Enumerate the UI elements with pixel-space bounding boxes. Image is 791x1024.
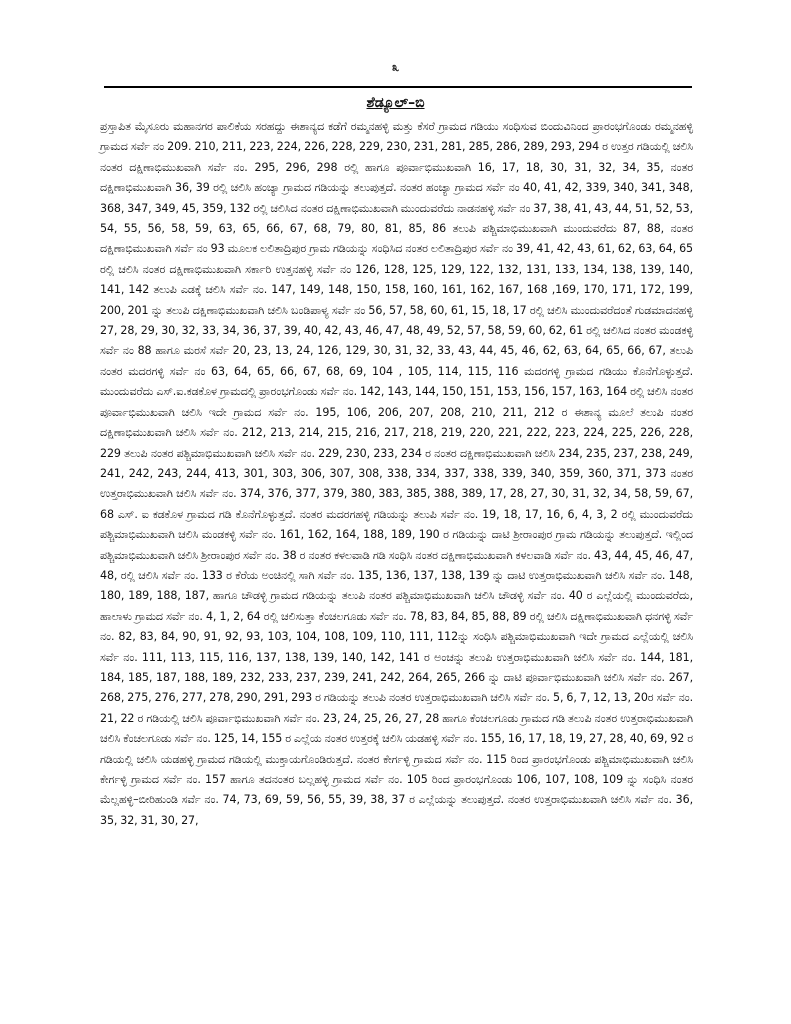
page-number: ೩ [391, 60, 400, 75]
schedule-body-paragraph: ಪ್ರಸ್ತಾಪಿತ ಮೈಸೂರು ಮಹಾನಗರ ಪಾಲಿಕೆಯ ಸರಹದ್ದು ಈಶಾನ್ಯದ ಕಡೆಗೆ ರಮ್ಮನಹಳ್ಳಿ ಮತ್ತು ಕೆಸರೆ ಗ್ರಾಮದ ಗಡಿಯು ಸಂಧಿಸುವ ಬಿಂದುವಿನಿಂದ ಪ್ರಾರಂಭಗೊಂಡು ರಮ್ಮನಹಳ್ಳಿ ಗ್ರಾಮದ ಸರ್ವೆ ನಂ 209. 210, 211, 223, 224, 226, 228, 229, 230, 231, 281, 285, 286, 289, 293, 294 ರ ಉತ್ತರ ಗಡಿಯಲ್ಲಿ ಚಲಿಸಿ ನಂತರ ದಕ್ಷಿಣಾಭಿಮುಖವಾಗಿ ಸರ್ವೆ ನಂ. 295, 296, 298 ರಲ್ಲಿ ಹಾಗೂ ಪೂರ್ವಾಭಿಮುಖವಾಗಿ 16, 17, 18, 30, 31, 32, 34, 35, ನಂತರ ದಕ್ಷಿಣಾಭಿಮುಖವಾಗಿ 36, 39 ರಲ್ಲಿ ಚಲಿಸಿ ಹಂಚ್ಯಾ ಗ್ರಾಮದ ಗಡಿಯನ್ನು ತಲುಪುತ್ತದೆ. ನಂತರ ಹಂಚ್ಯಾ ಗ್ರಾಮದ ಸರ್ವೆ ನಂ 40, 41, 42, 339, 340, 341, 348, 368, 347, 349, 45, 359, 132 ರಲ್ಲಿ ಚಲಿಸಿದ ನಂತರ ದಕ್ಷಿಣಾಭಿಮುಖವಾಗಿ ಮುಂದುವರೆದು ನಾಡನಹಳ್ಳಿ ಸರ್ವೆ ನಂ 37, 38, 41, 43, 44, 51, 52, 53, 54, 55, 56, 58, 59, 63, 65, 66, 67, 68, 79, 80, 81, 85, 86 ತಲುಪಿ ಪಶ್ಚಿಮಾಭಿಮುಖವಾಗಿ ಮುಂದುವರೆದು 87, 88, ನಂತರ ದಕ್ಷಿಣಾಭಿಮುಖವಾಗಿ ಸರ್ವೆ ನಂ 93 ಮೂಲಕ ಲಲಿತಾದ್ರಿಪುರ ಗ್ರಾಮ ಗಡಿಯನ್ನು ಸಂಧಿಸಿದ ನಂತರ ಲಲಿತಾದ್ರಿಪುರ ಸರ್ವೆ ನಂ 39, 41, 42, 43, 61, 62, 63, 64, 65 ರಲ್ಲಿ ಚಲಿಸಿ ನಂತರ ದಕ್ಷಿಣಾಭಿಮುಖವಾಗಿ ಸರ್ಕಾರಿ ಉತ್ತನಹಳ್ಳಿ ಸರ್ವೆ ನಂ 126, 128, 125, 129, 122, 132, 131, 133, 134, 138, 139, 140, 141, 142 ತಲುಪಿ ಎಡಕ್ಕೆ ಚಲಿಸಿ ಸರ್ವೆ ನಂ. 147, 149, 148, 150, 158, 160, 161, 162, 167, 168 ,169, 170, 171, 172, 199, 200, 201 ನ್ನು ತಲುಪಿ ದಕ್ಷಿಣಾಭಿಮುಖವಾಗಿ ಚಲಿಸಿ ಬಂಡಿಪಾಳ್ಯ ಸರ್ವೆ ನಂ 56, 57, 58, 60, 61, 15, 18, 17 ರಲ್ಲಿ ಚಲಿಸಿ ಮುಂದುವರೆದಂತೆ ಗುಡಮಾದನಹಳ್ಳಿ 27, 28, 29, 30, 32, 33, 34, 36, 37, 39, 40, 42, 43, 46, 47, 48, 49, 52, 57, 58, 59, 60, 62, 61 ರಲ್ಲಿ ಚಲಿಸಿದ ನಂತರ ಮಂಡಕಳ್ಳಿ ಸರ್ವೆ ನಂ 88 ಹಾಗೂ ಮರಸೆ ಸರ್ವೆ 20, 23, 13, 24, 126, 129, 30, 31, 32, 33, 43, 44, 45, 46, 62, 63, 64, 65, 66, 67, ತಲುಪಿ ನಂತರ ಮದರಗಳ್ಳಿ ಸರ್ವೆ ನಂ 63, 64, 65, 66, 67, 68, 69, 104 , 105, 114, 115, 116 ಮದರಗಳ್ಳಿ ಗ್ರಾಮದ ಗಡಿಯು ಕೊನೆಗೊಳ್ಳುತ್ತದೆ. ಮುಂದುವರೆದು ಎಸ್.ಐ.ಕಡಕೊಳ ಗ್ರಾಮದಲ್ಲಿ ಪ್ರಾರಂಭಗೊಂಡು ಸರ್ವೆ ನಂ. 142, 143, 144, 150, 151, 153, 156, 157, 163, 164 ರಲ್ಲಿ ಚಲಿಸಿ ನಂತರ ಪೂರ್ವಾಭಿಮುಖವಾಗಿ ಚಲಿಸಿ ಇದೇ ಗ್ರಾಮದ ಸರ್ವೆ ನಂ. 195, 106, 206, 207, 208, 210, 211, 212 ರ ಈಶಾನ್ಯ ಮೂಲೆ ತಲುಪಿ ನಂತರ ದಕ್ಷಿಣಾಭಿಮುಖವಾಗಿ ಚಲಿಸಿ ಸರ್ವೆ ನಂ. 212, 213, 214, 215, 216, 217, 218, 219, 220, 221, 222, 223, 224, 225, 226, 228, 229 ತಲುಪಿ ನಂತರ ಪಶ್ಚಿಮಾಭಿಮುಖವಾಗಿ ಚಲಿಸಿ ಸರ್ವೆ ನಂ. 229, 230, 233, 234 ರ ನಂತರ ದಕ್ಷಿಣಾಭಿಮುಖವಾಗಿ ಚಲಿಸಿ 234, 235, 237, 238, 249, 241, 242, 243, 244, 413, 301, 303, 306, 307, 308, 338, 334, 337, 338, 339, 340, 359, 360, 371, 373 ನಂತರ ಉತ್ತರಾಭಿಮುಖವಾಗಿ ಚಲಿಸಿ ಸರ್ವೆ ನಂ. 374, 376, 377, 379, 380, 383, 385, 388, 389, 17, 28, 27, 30, 31, 32, 34, 58, 59, 67, 68 ಎಸ್. ಐ ಕಡಕೊಳ ಗ್ರಾಮದ ಗಡಿ ಕೊನೆಗೊಳ್ಳುತ್ತದೆ. ನಂತರ ಮದರಗಹಳ್ಳಿ ಗಡಿಯನ್ನು ತಲುಪಿ ಸರ್ವೆ ನಂ. 19, 18, 17, 16, 6, 4, 3, 2 ರಲ್ಲಿ ಮುಂದುವರೆದು ಪಶ್ಚಿಮಾಭಿಮುಖವಾಗಿ ಚಲಿಸಿ ಮಂಡಕಳ್ಳಿ ಸರ್ವೆ ನಂ. 161, 162, 164, 188, 189, 190 ರ ಗಡಿಯನ್ನು ದಾಟಿ ಶ್ರೀರಾಂಪುರ ಗ್ರಾಮ ಗಡಿಯನ್ನು ತಲುಪುತ್ತದೆ. ಇಲ್ಲಿಂದ ಪಶ್ಚಿಮಾಭಿಮುಖವಾಗಿ ಚಲಿಸಿ ಶ್ರೀರಾಂಪುರ ಸರ್ವೆ ನಂ. 38 ರ ನಂತರ ಕಳಲವಾಡಿ ಗಡಿ ಸಂಧಿಸಿ ನಂತರ ದಕ್ಷಿಣಾಭಿಮುಖವಾಗಿ ಕಳಲವಾಡಿ ಸರ್ವೆ ನಂ. 43, 44, 45, 46, 47, 48, ರಲ್ಲಿ ಚಲಿಸಿ ಸರ್ವೆ ನಂ. 133 ರ ಕೆರೆಯ ಅಂಚಿನಲ್ಲಿ ಸಾಗಿ ಸರ್ವೆ ನಂ. 135, 136, 137, 138, 139 ನ್ನು ದಾಟಿ ಉತ್ತರಾಭಿಮುಖವಾಗಿ ಚಲಿಸಿ ಸರ್ವೆ ನಂ. 148, 180, 189, 188, 187, ಹಾಗೂ ಚೌಡಳ್ಳಿ ಗ್ರಾಮದ ಗಡಿಯನ್ನು ತಲುಪಿ ನಂತರ ಪಶ್ಚಿಮಾಭಿಮುಖವಾಗಿ ಚಲಿಸಿ ಚೌಡಳ್ಳಿ ಸರ್ವೆ ನಂ. 40 ರ ಎಲ್ಲೆಯಲ್ಲಿ ಮುಂದುವರೆದು, ಹಾಲಾಳು ಗ್ರಾಮದ ಸರ್ವೆ ನಂ. 4, 1, 2, 64 ರಲ್ಲಿ ಚಲಿಸುತ್ತಾ ಕೆಂಚಲಗೂಡು ಸರ್ವೆ ನಂ. 78, 83, 84, 85, 88, 89 ರಲ್ಲಿ ಚಲಿಸಿ ದಕ್ಷಿಣಾಭಿಮುಖವಾಗಿ ಧನಗಳ್ಳಿ ಸರ್ವೆ ನಂ. 82, 83, 84, 90, 91, 92, 93, 103, 104, 108, 109, 110, 111, 112ನ್ನು ಸಂಧಿಸಿ ಪಶ್ಚಿಮಾಭಿಮುಖವಾಗಿ ಇದೇ ಗ್ರಾಮದ ಎಲ್ಲೆಯಲ್ಲಿ ಚಲಿಸಿ ಸರ್ವೆ ನಂ. 111, 113, 115, 116, 137, 138, 139, 140, 142, 141 ರ ಅಂಚನ್ನು ತಲುಪಿ ಉತ್ತರಾಭಿಮುಖವಾಗಿ ಚಲಿಸಿ ಸರ್ವೆ ನಂ. 144, 181, 184, 185, 187, 188, 189, 232, 233, 237, 239, 241, 242, 264, 265, 266 ನ್ನು ದಾಟಿ ಪೂರ್ವಾಭಿಮುಖವಾಗಿ ಚಲಿಸಿ ಸರ್ವೆ ನಂ. 267, 268, 275, 276, 277, 278, 290, 291, 293 ರ ಗಡಿಯನ್ನು ತಲುಪಿ ನಂತರ ಉತ್ತರಾಭಿಮುಖವಾಗಿ ಚಲಿಸಿ ಸರ್ವೆ ನಂ. 5, 6, 7, 12, 13, 20ರ ಸರ್ವೆ ನಂ. 21, 22 ರ ಗಡಿಯಲ್ಲಿ ಚಲಿಸಿ ಪೂರ್ವಾಭಿಮುಖವಾಗಿ ಸರ್ವೆ ನಂ. 23, 24, 25, 26, 27, 28 ಹಾಗೂ ಕೆಂಚಲಗೂಡು ಗ್ರಾಮದ ಗಡಿ ತಲುಪಿ ನಂತರ ಉತ್ತರಾಭಿಮುಖವಾಗಿ ಚಲಿಸಿ ಕೆಂಚಲಗೂಡು ಸರ್ವೆ ನಂ. 125, 14, 155 ರ ಎಲ್ಲೆಯ ನಂತರ ಉತ್ತರಕ್ಕೆ ಚಲಿಸಿ ಯಡಹಳ್ಳಿ ಸರ್ವೆ ನಂ. 155, 16, 17, 18, 19, 27, 28, 40, 69, 92 ರ ಗಡಿಯಲ್ಲಿ ಚಲಿಸಿ ಯಡಹಳ್ಳಿ ಗ್ರಾಮದ ಗಡಿಯಲ್ಲಿ ಮುಕ್ತಾಯಗೊಂಡಿರುತ್ತದೆ. ನಂತರ ಕೇರ್ಗಳ್ಳಿ ಗ್ರಾಮದ ಸರ್ವೆ ನಂ. 115 ರಿಂದ ಪ್ರಾರಂಭಗೊಂಡು ಪಶ್ಚಿಮಾಭಿಮುಖವಾಗಿ ಚಲಿಸಿ ಕೇರ್ಗಳ್ಳಿ ಗ್ರಾಮದ ಸರ್ವೆ ನಂ. 157 ಹಾಗೂ ತದನಂತರ ಬಲ್ಲಹಳ್ಳಿ ಗ್ರಾಮದ ಸರ್ವೆ ನಂ. 105 ರಿಂದ ಪ್ರಾರಂಭಗೊಂಡು 106, 107, 108, 109 ನ್ನು ಸಂಧಿಸಿ ನಂತರ ಮೆಲ್ಲಹಳ್ಳಿ–ಬೀರಿಹುಂಡಿ ಸರ್ವೆ ನಂ. 74, 73, 69, 59, 56, 55, 39, 38, 37 ರ ಎಲ್ಲೆಯನ್ನು ತಲುಪುತ್ತದೆ. ನಂತರ ಉತ್ತರಾಭಿಮುಖವಾಗಿ ಚಲಿಸಿ ಸರ್ವೆ ನಂ. 36, 35, 32, 31, 30, 27, [100, 120, 693, 827]
schedule-heading: ಶೆಡ್ಯೂಲ್–ಬಿ [366, 95, 425, 111]
header-rule [104, 86, 692, 88]
